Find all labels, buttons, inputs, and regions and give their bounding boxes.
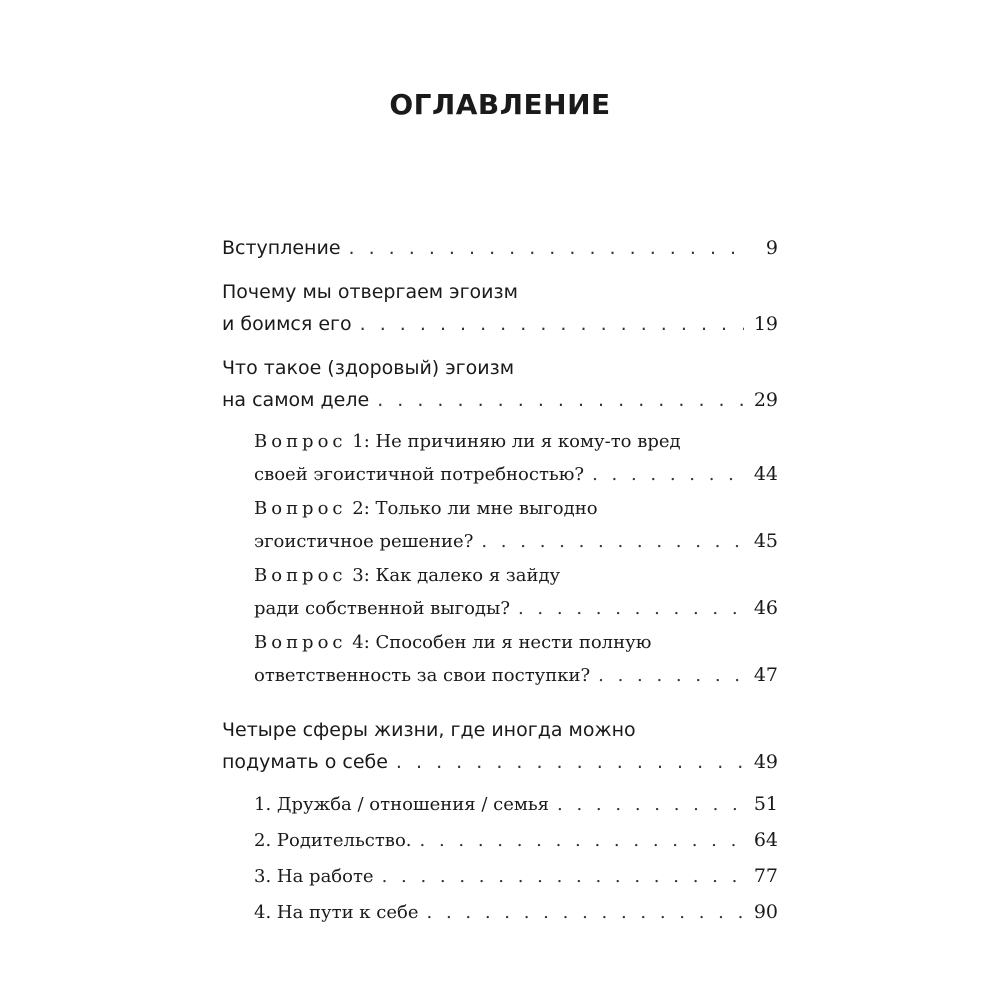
toc-page-number: 9 xyxy=(765,237,778,259)
toc-entry-healthy-egoism[interactable] xyxy=(222,352,778,416)
dot-leader xyxy=(481,526,744,558)
toc-entry-question-2[interactable] xyxy=(222,493,778,558)
dot-leader xyxy=(557,789,744,821)
table-of-contents xyxy=(222,232,778,929)
toc-page-number: 46 xyxy=(753,597,778,619)
page-title: ОГЛАВЛЕНИЕ xyxy=(389,88,611,121)
toc-page-number: 77 xyxy=(753,865,778,887)
toc-entry-title-line2: подумать о себе xyxy=(222,751,388,773)
toc-entry-friendship[interactable] xyxy=(222,788,778,821)
toc-page-number: 47 xyxy=(753,664,778,686)
toc-entry-question-3[interactable] xyxy=(222,560,778,625)
dot-leader xyxy=(396,746,744,778)
toc-entry-title-line2: своей эгоистичной потребностью? xyxy=(254,464,585,485)
dot-leader xyxy=(598,660,744,692)
toc-entry-title-line1: Почему мы отвергаем эгоизм xyxy=(222,281,518,303)
toc-entry-title-line2: эгоистичное решение? xyxy=(254,531,474,552)
question-prefix: Вопрос xyxy=(254,565,347,586)
toc-entry-title-line2: ради собственной выгоды? xyxy=(254,598,510,619)
question-prefix: Вопрос xyxy=(254,498,347,519)
toc-entry-title-line1: Четыре сферы жизни, где иногда можно xyxy=(222,719,636,741)
toc-entry-four-spheres[interactable] xyxy=(222,714,778,778)
question-prefix: Вопрос xyxy=(254,632,347,653)
toc-entry-title-line1: 4: Способен ли я нести полную xyxy=(346,632,652,653)
dot-leader xyxy=(420,825,745,857)
toc-entry-title-line1: 2: Только ли мне выгодно xyxy=(346,498,598,519)
dot-leader xyxy=(427,897,744,929)
toc-entry-question-4[interactable] xyxy=(222,627,778,692)
toc-entry-why-reject-egoism[interactable] xyxy=(222,276,778,340)
toc-page-number: 51 xyxy=(753,793,778,815)
toc-page-number: 19 xyxy=(753,313,778,335)
dot-leader xyxy=(360,308,744,340)
question-prefix: Вопрос xyxy=(254,431,347,452)
toc-entry-title: Вступление xyxy=(222,237,341,259)
toc-entry-parenthood[interactable] xyxy=(222,824,778,857)
toc-entry-question-1[interactable] xyxy=(222,426,778,491)
toc-page-number: 64 xyxy=(753,829,778,851)
toc-entry-title-line1: 1: Не причиняю ли я кому-то вред xyxy=(346,431,681,452)
toc-entry-title-line2: ответственность за свои поступки? xyxy=(254,665,591,686)
toc-entry-title-line1: Что такое (здоровый) эгоизм xyxy=(222,357,515,379)
toc-page-number: 44 xyxy=(753,463,778,485)
toc-entry-path-to-self[interactable] xyxy=(222,896,778,929)
toc-page-number: 29 xyxy=(753,389,778,411)
toc-page-number: 45 xyxy=(753,530,778,552)
toc-page-number: 49 xyxy=(753,751,778,773)
dot-leader xyxy=(518,593,744,625)
toc-entry-introduction[interactable] xyxy=(222,232,778,264)
toc-entry-title: 2. Родительство. xyxy=(254,830,412,851)
dot-leader xyxy=(382,861,744,893)
toc-entry-work[interactable] xyxy=(222,860,778,893)
toc-entry-title: 3. На работе xyxy=(254,866,374,887)
toc-entry-title: 4. На пути к себе xyxy=(254,902,419,923)
toc-page-number: 90 xyxy=(753,901,778,923)
toc-entry-title-line1: 3: Как далеко я зайду xyxy=(346,565,561,586)
toc-entry-title-line2: и боимся его xyxy=(222,313,352,335)
toc-entry-title-line2: на самом деле xyxy=(222,389,370,411)
toc-entry-title: 1. Дружба / отношения / семья xyxy=(254,794,550,815)
dot-leader xyxy=(377,384,744,416)
dot-leader xyxy=(592,459,744,491)
dot-leader xyxy=(349,232,744,264)
